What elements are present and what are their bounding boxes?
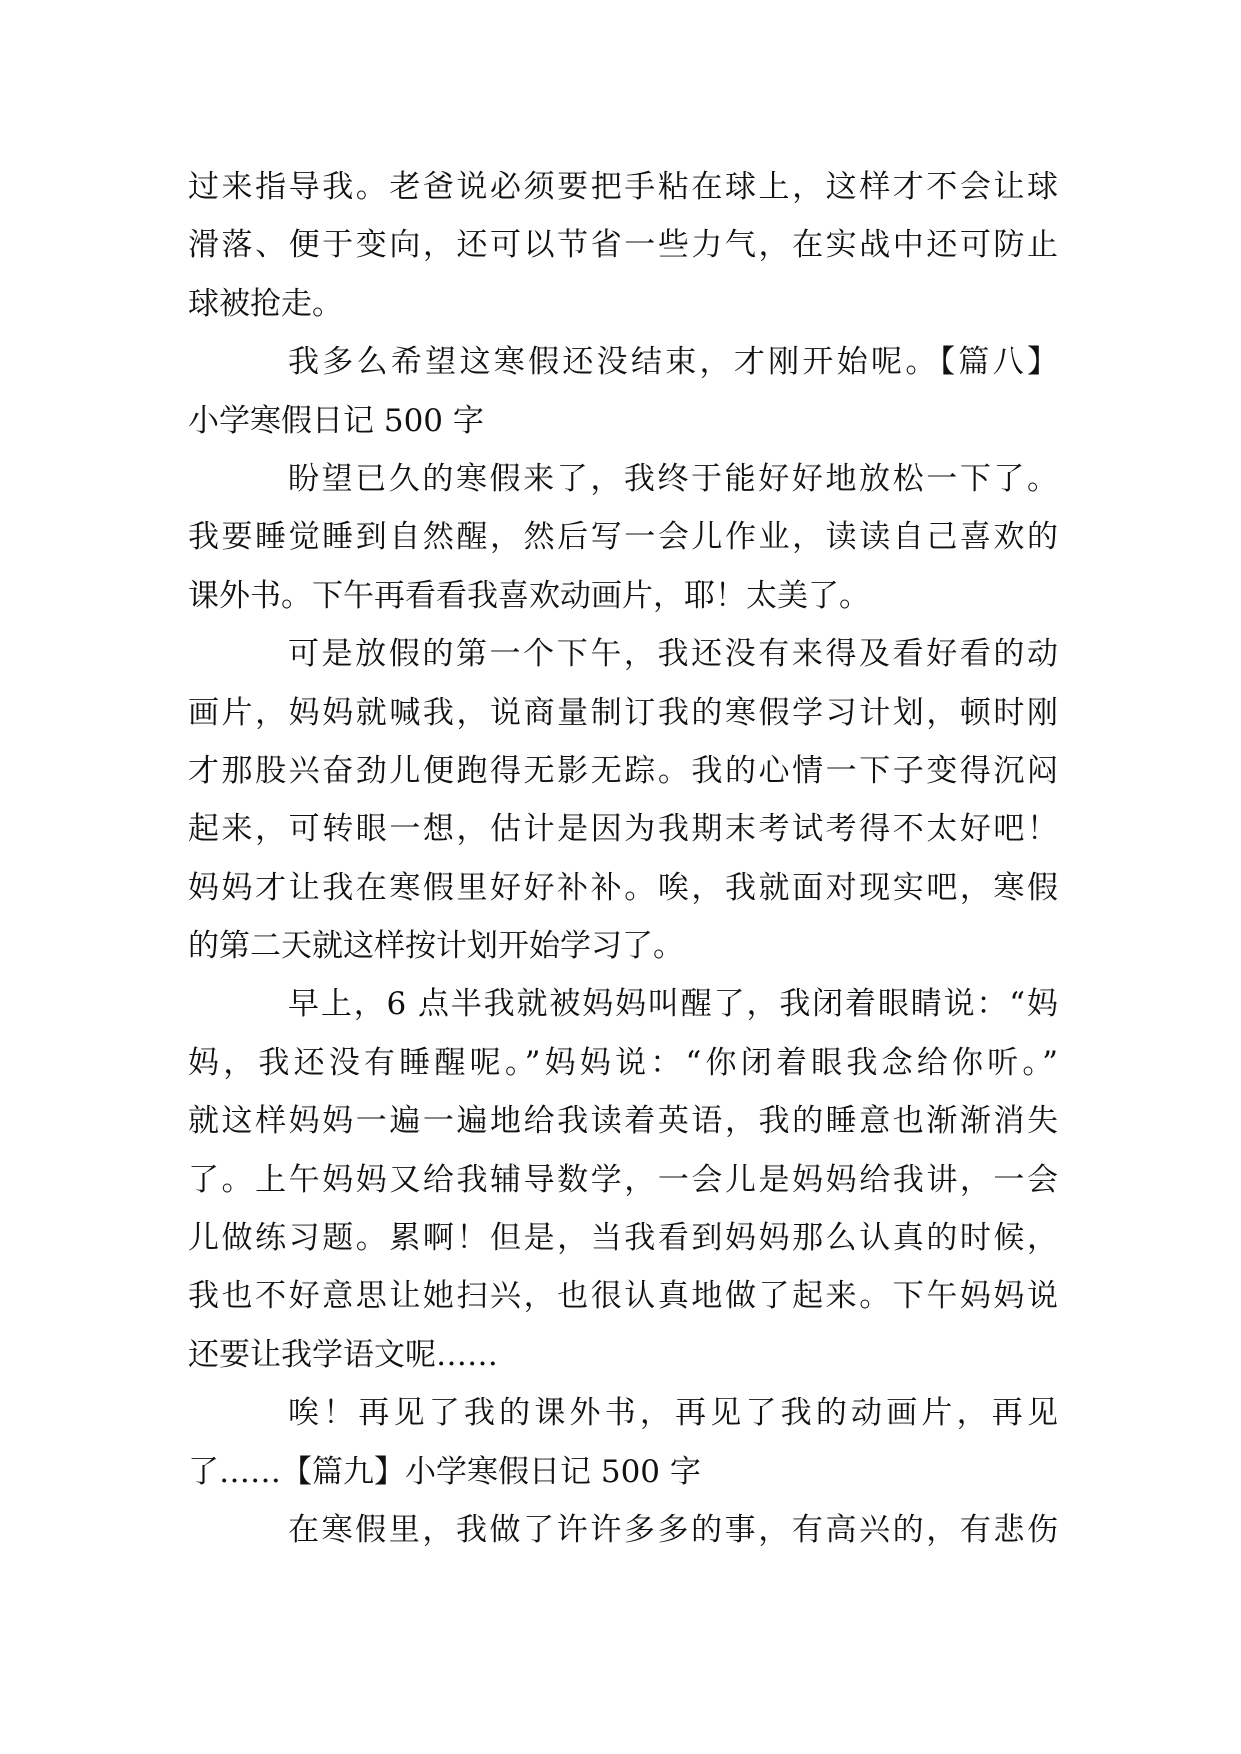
text-line: 滑落、便于变向，还可以节省一些力气，在实战中还可防止: [188, 227, 1058, 264]
text-line: 妈妈才让我在寒假里好好补补。唉，我就面对现实吧，寒假: [188, 869, 1058, 906]
paragraph-first-line: 早上，6 点半我就被妈妈叫醒了，我闭着眼睛说：“妈: [288, 986, 1058, 1023]
text-line: 起来，可转眼一想，估计是因为我期末考试考得不太好吧！: [188, 811, 1058, 848]
text-line: 画片，妈妈就喊我，说商量制订我的寒假学习计划，顿时刚: [188, 694, 1058, 731]
text-line: 过来指导我。老爸说必须要把手粘在球上，这样才不会让球: [188, 169, 1058, 205]
text-line: 的第二天就这样按计划开始学习了。: [188, 928, 684, 965]
section-heading-line: 了……【篇九】小学寒假日记 500 字: [188, 1453, 701, 1490]
text-line: 还要让我学语文呢……: [188, 1336, 498, 1373]
text-line: 儿做练习题。累啊！但是，当我看到妈妈那么认真的时候，: [188, 1220, 1058, 1257]
text-line: 了。上午妈妈又给我辅导数学，一会儿是妈妈给我讲，一会: [188, 1161, 1058, 1198]
document-page: [188, 158, 1058, 1559]
paragraph-first-line: 可是放假的第一个下午，我还没有来得及看好看的动: [288, 636, 1058, 673]
text-line: 就这样妈妈一遍一遍地给我读着英语，我的睡意也渐渐消失: [188, 1103, 1058, 1140]
paragraph-first-line: 我多么希望这寒假还没结束，才刚开始呢。【篇八】: [288, 344, 1058, 381]
text-line: 我也不好意思让她扫兴，也很认真地做了起来。下午妈妈说: [188, 1278, 1058, 1315]
text-line: 我要睡觉睡到自然醒，然后写一会儿作业，读读自己喜欢的: [188, 519, 1058, 556]
paragraph-first-line: 在寒假里，我做了许许多多的事，有高兴的，有悲伤: [288, 1511, 1058, 1548]
section-heading-line: 小学寒假日记 500 字: [188, 402, 484, 439]
text-line: 课外书。下午再看看我喜欢动画片，耶！太美了。: [188, 577, 870, 614]
paragraph-first-line: 盼望已久的寒假来了，我终于能好好地放松一下了。: [288, 460, 1058, 497]
text-line: 球被抢走。: [188, 285, 343, 322]
text-line: 才那股兴奋劲儿便跑得无影无踪。我的心情一下子变得沉闷: [188, 752, 1058, 789]
text-line: 妈，我还没有睡醒呢。”妈妈说：“你闭着眼我念给你听。”: [188, 1044, 1058, 1081]
paragraph-first-line: 唉！再见了我的课外书，再见了我的动画片，再见: [288, 1395, 1058, 1432]
